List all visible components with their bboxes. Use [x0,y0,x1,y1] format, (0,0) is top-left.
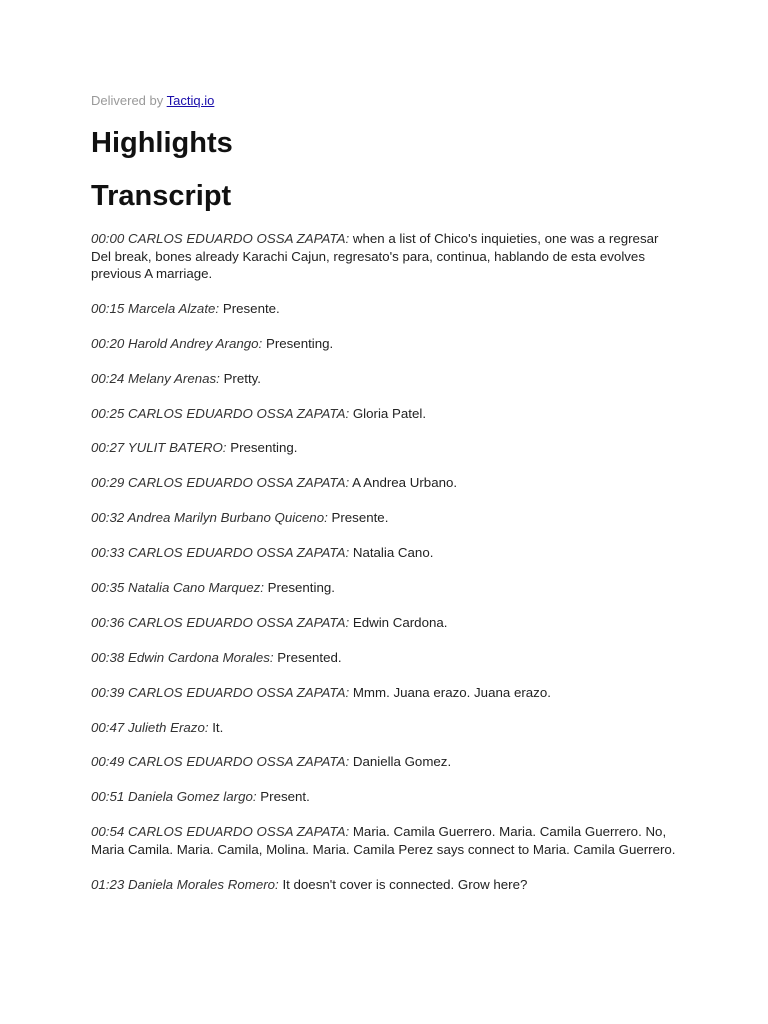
delivered-by-line [91,93,214,108]
entry-timestamp-speaker: 00:27 YULIT BATERO: [91,440,227,456]
entry-text: Mmm. Juana erazo. Juana erazo. [352,684,551,700]
entry-text: Presenting. [267,580,335,596]
entry-text: Presente. [331,510,389,526]
entry-timestamp-speaker: 00:32 Andrea Marilyn Burbano Quiceno: [91,510,328,526]
entry-timestamp-speaker: 01:23 Daniela Morales Romero: [91,876,279,892]
transcript-entry [91,405,681,423]
transcript-entry [91,788,681,806]
highlights-heading: Highlights [91,127,233,159]
transcript-entry [91,579,681,597]
entry-timestamp-speaker: 00:39 CARLOS EDUARDO OSSA ZAPATA: [91,684,350,700]
transcript-entry [91,544,681,562]
entry-timestamp-speaker: 00:51 Daniela Gomez largo: [91,789,257,805]
entry-text: It doesn't cover is connected. Grow here? [282,876,528,892]
transcript-entry [91,753,681,771]
entry-text: when a list of Chico's inquieties, one was a regresar Del break, bones already Karachi Cajun, regresato's para, continua, hablando de esta evolves previous A marriage. [91,231,659,281]
delivered-by-label: Delivered by [91,93,164,108]
transcript-entry [91,439,681,457]
transcript-entry [91,509,681,527]
transcript-entry [91,649,681,667]
entry-timestamp-speaker: 00:29 CARLOS EDUARDO OSSA ZAPATA: [91,475,350,491]
transcript-entry [91,300,681,318]
transcript-heading: Transcript [91,180,232,212]
entry-text: Natalia Cano. [352,545,434,561]
entry-text: Presente. [222,300,280,316]
entry-text: Gloria Patel. [352,405,427,421]
entry-text: Maria. Camila Guerrero. Maria. Camila Guerrero. No, Maria Camila. Maria. Camila, Molina. Maria. Camila Perez says connect to Maria. Camila Guerrero. [91,824,676,857]
entry-text: Pretty. [223,370,261,386]
entry-timestamp-speaker: 00:20 Harold Andrey Arango: [91,335,263,351]
entry-timestamp-speaker: 00:24 Melany Arenas: [91,370,220,386]
entry-text: A Andrea Urbano. [352,475,458,491]
transcript-entry [91,876,681,894]
transcript-entry [91,614,681,632]
entry-text: Daniella Gomez. [352,754,452,770]
transcript-entry [91,474,681,492]
entry-timestamp-speaker: 00:47 Julieth Erazo: [91,719,209,735]
entry-text: Presenting. [230,440,298,456]
entry-timestamp-speaker: 00:36 CARLOS EDUARDO OSSA ZAPATA: [91,614,350,630]
entry-text: Presented. [277,649,342,665]
entry-text: Presenting. [265,335,334,351]
entry-text: It. [212,719,224,735]
transcript-entry [91,684,681,702]
entry-text: Edwin Cardona. [352,614,448,630]
entry-timestamp-speaker: 00:00 CARLOS EDUARDO OSSA ZAPATA: [91,231,350,246]
entry-timestamp-speaker: 00:38 Edwin Cardona Morales: [91,649,274,665]
transcript-entry [91,823,681,858]
entry-timestamp-speaker: 00:49 CARLOS EDUARDO OSSA ZAPATA: [91,754,350,770]
transcript-entry [91,719,681,737]
entry-timestamp-speaker: 00:25 CARLOS EDUARDO OSSA ZAPATA: [91,405,350,421]
entry-timestamp-speaker: 00:35 Natalia Cano Marquez: [91,580,264,596]
entry-text: Present. [260,789,310,805]
entry-timestamp-speaker: 00:54 CARLOS EDUARDO OSSA ZAPATA: [91,824,350,840]
transcript-entry [91,370,681,388]
transcript-entry [91,335,681,353]
entry-timestamp-speaker: 00:33 CARLOS EDUARDO OSSA ZAPATA: [91,545,350,561]
transcript-list [91,230,681,911]
transcript-entry [91,230,681,283]
entry-timestamp-speaker: 00:15 Marcela Alzate: [91,300,220,316]
tactiq-link[interactable]: Tactiq.io [166,93,215,108]
